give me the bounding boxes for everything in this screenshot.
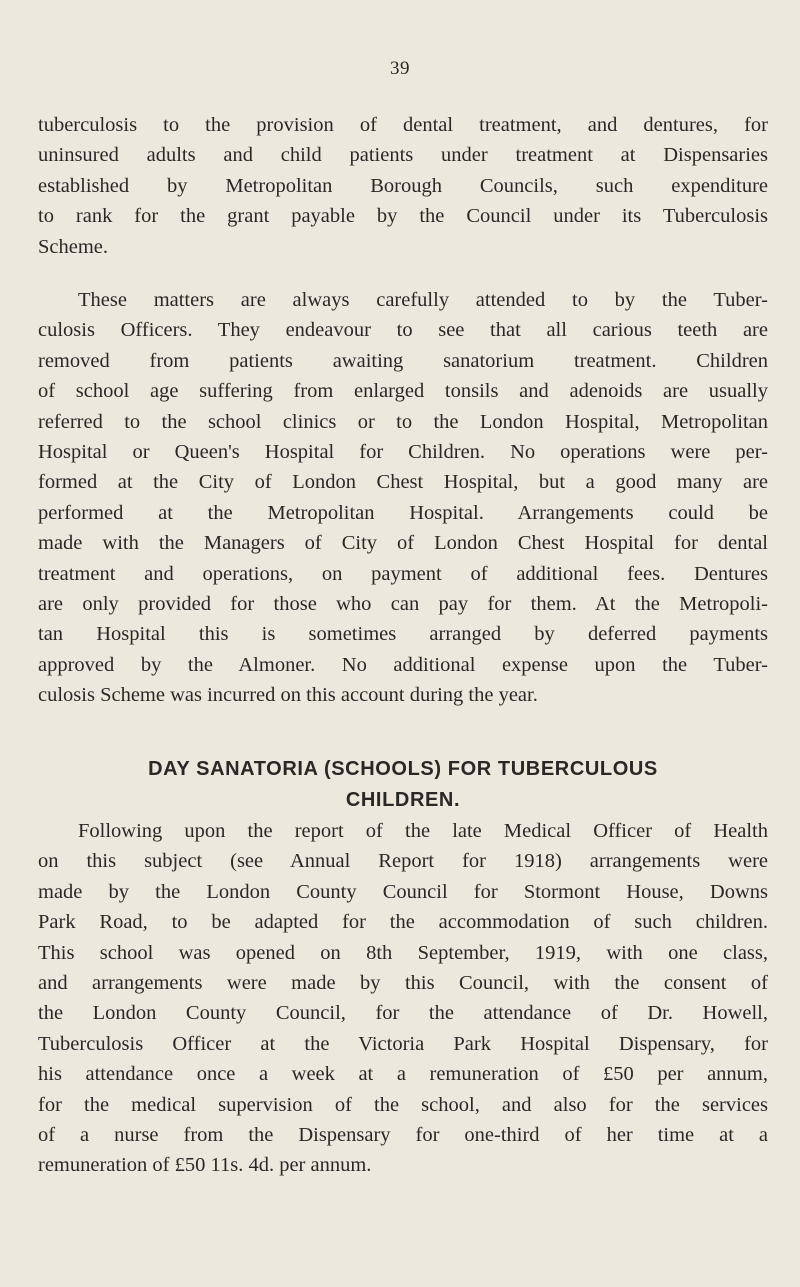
page-number: 39 — [390, 58, 410, 79]
paragraph-dental-provision — [38, 110, 768, 262]
text-line: Tuberculosis Officer at the Victoria Park Hospital Dispensary, for — [38, 1032, 768, 1055]
text-line: for the medical supervision of the school, and also for the services — [38, 1093, 768, 1116]
text-line: referred to the school clinics or to the London Hospital, Metropolitan — [38, 410, 768, 433]
text-line: treatment and operations, on payment of additional fees. Dentures — [38, 562, 768, 585]
paragraph-day-sanatoria — [38, 816, 768, 1181]
text-line: of school age suffering from enlarged tonsils and adenoids are usually — [38, 380, 768, 403]
text-line: of a nurse from the Dispensary for one-third of her time at a — [38, 1124, 768, 1147]
text-line: These matters are always carefully attended to by the Tuber- — [78, 289, 768, 311]
text-line: Park Road, to be adapted for the accommodation of such children. — [38, 911, 768, 934]
heading-line: CHILDREN. — [345, 789, 461, 811]
text-line: performed at the Metropolitan Hospital. Arrangements could be — [38, 501, 768, 524]
text-line: Scheme. — [38, 235, 109, 258]
text-line: his attendance once a week at a remuneration of £50 per annum, — [38, 1063, 768, 1086]
text-line: tuberculosis to the provision of dental treatment, and dentures, for — [38, 114, 768, 136]
paragraph-tuberculosis-officers — [38, 285, 768, 711]
text-line: Following upon the report of the late Medical Officer of Health — [78, 820, 768, 842]
section-heading — [38, 754, 768, 816]
text-line: approved by the Almoner. No additional expense upon the Tuber- — [38, 653, 768, 676]
text-line: formed at the City of London Chest Hospital, but a good many are — [38, 471, 768, 494]
text-line: and arrangements were made by this Council, with the consent of — [38, 972, 768, 995]
text-line: culosis Scheme was incurred on this account during the year. — [38, 684, 538, 707]
text-line: This school was opened on 8th September, 1919, with one class, — [38, 941, 768, 964]
text-line: made by the London County Council for Stormont House, Downs — [38, 880, 768, 903]
text-line: to rank for the grant payable by the Council under its Tuberculosis — [38, 205, 768, 228]
text-line: made with the Managers of City of London Chest Hospital for dental — [38, 532, 768, 555]
text-line: culosis Officers. They endeavour to see that all carious teeth are — [38, 319, 768, 342]
text-line: uninsured adults and child patients under treatment at Dispensaries — [38, 144, 768, 167]
text-line: the London County Council, for the attendance of Dr. Howell, — [38, 1002, 768, 1025]
text-line: on this subject (see Annual Report for 1918) arrangements were — [38, 850, 768, 873]
text-line: tan Hospital this is sometimes arranged by deferred payments — [38, 623, 768, 646]
text-line: Hospital or Queen's Hospital for Children. No operations were per- — [38, 441, 768, 464]
text-line: established by Metropolitan Borough Councils, such expenditure — [38, 174, 768, 197]
text-line: remuneration of £50 11s. 4d. per annum. — [38, 1154, 372, 1177]
text-line: are only provided for those who can pay for them. At the Metropoli- — [38, 593, 768, 616]
text-line: removed from patients awaiting sanatorium treatment. Children — [38, 349, 768, 372]
heading-line: DAY SANATORIA (SCHOOLS) FOR TUBERCULOUS — [148, 758, 658, 780]
